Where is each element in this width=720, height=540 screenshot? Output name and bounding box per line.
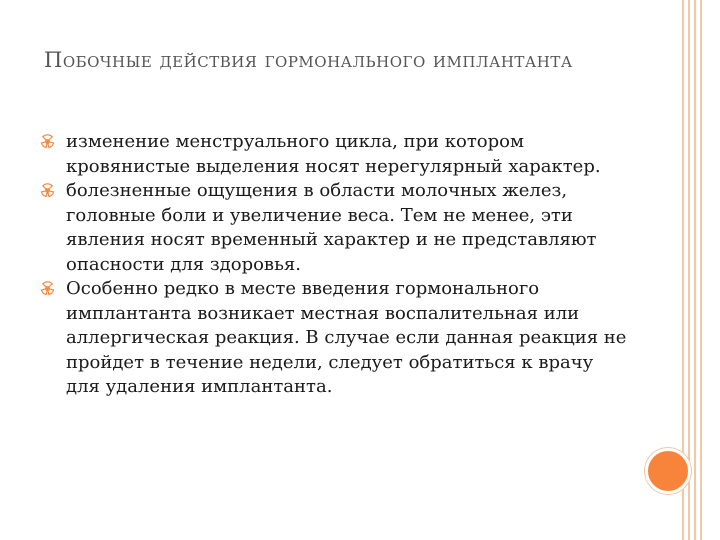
bullet-item bbox=[40, 277, 630, 400]
radiation-symbol-icon bbox=[40, 281, 55, 296]
decorative-rule bbox=[694, 0, 696, 540]
bullet-item bbox=[40, 130, 630, 179]
decorative-rule bbox=[688, 0, 690, 540]
bullet-text: болезненные ощущения в области молочных желез, головные боли и увеличение веса. Тем не менее, эти явления носят временный характер и не представляют опасности для здоровья. bbox=[66, 180, 597, 275]
radiation-symbol-icon bbox=[40, 183, 55, 198]
radiation-symbol-icon bbox=[40, 134, 55, 149]
bullet-text: Особенно редко в месте введения гормонального имплантанта возникает местная воспалительная или аллергическая реакция. В случае если данная реакция не пройдет в течение недели, следует обратиться к врачу для удаления имплантанта. bbox=[66, 278, 627, 397]
slide-title: Побочные действия гормонального имплантанта bbox=[44, 48, 573, 72]
bullet-list bbox=[40, 130, 630, 400]
bullet-text: изменение менструального цикла, при котором кровянистые выделения носят нерегулярный характер. bbox=[66, 131, 601, 177]
decorative-rule bbox=[700, 0, 702, 540]
decorative-circle bbox=[645, 448, 691, 494]
bullet-item bbox=[40, 179, 630, 277]
